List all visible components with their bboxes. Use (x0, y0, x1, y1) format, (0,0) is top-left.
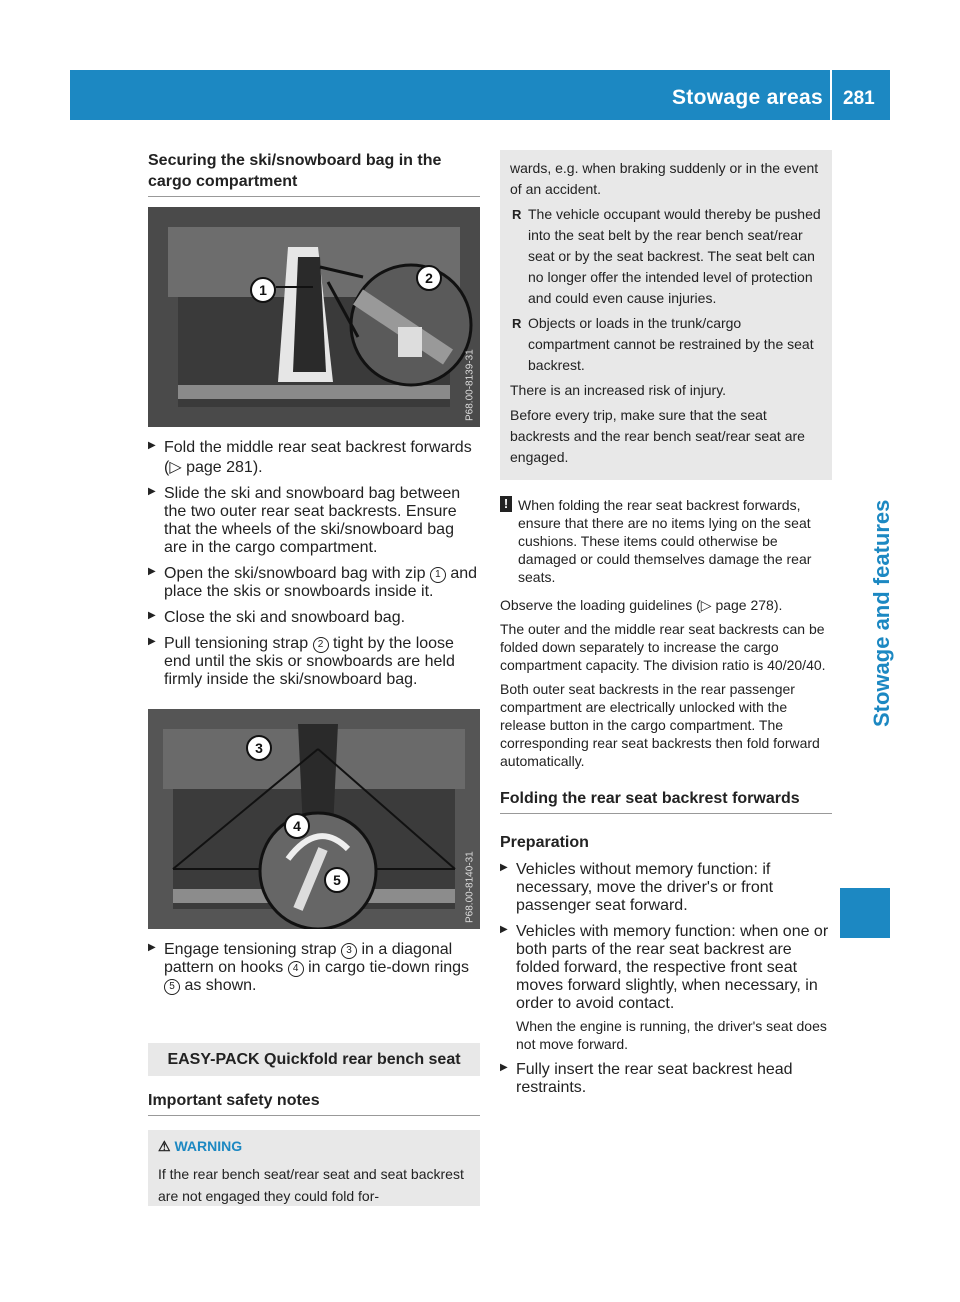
warning-header: ⚠ WARNING (158, 1138, 243, 1154)
step-fold-middle: ▶ Fold the middle rear seat backrest forwards (▷ page 281). (148, 439, 480, 477)
before-trip-text: Before every trip, make sure that the seat backrests and the rear bench seat/rear seat are engaged. (510, 407, 805, 465)
callout-2: 2 (416, 265, 442, 291)
photo-tie-down-strap (148, 709, 480, 929)
safety-notes-heading: Important safety notes (148, 1090, 480, 1116)
prep-step-1: ▶ Vehicles without memory function: if necessary, move the driver's or front passenger seat forward. (500, 861, 832, 915)
prep-step-2-note: When the engine is running, the driver's seat does not move forward. (516, 1018, 827, 1052)
callout-3: 3 (246, 735, 272, 761)
ref-5: 5 (164, 979, 180, 995)
side-tab-marker (840, 888, 890, 938)
right-column (500, 150, 832, 1105)
notice-icon: ! (500, 496, 512, 512)
risk-text: There is an increased risk of injury. (510, 382, 727, 398)
steps-list-1 (148, 439, 480, 689)
ref-3: 3 (341, 943, 357, 959)
step-engage-strap: ▶ Engage tensioning strap 3 in a diagonal pattern on hooks 4 in cargo tie-down rings 5 as shown. (148, 941, 480, 995)
notice-text: When folding the rear seat backrest forwards, ensure that there are no items lying on the seat cushions. These items could otherwise be damaged or could themselves damage the rear seats. (518, 497, 812, 585)
header-divider (830, 70, 832, 120)
ref-1: 1 (430, 567, 446, 583)
step-slide-bag: ▶ Slide the ski and snowboard bag between the two outer rear seat backrests. Ensure that the wheels of the ski/snowboard bag are in the cargo compartment. (148, 485, 480, 557)
ref-4: 4 (288, 961, 304, 977)
step-open-zip: ▶ Open the ski/snowboard bag with zip 1 and place the skis or snowboards inside it. (148, 565, 480, 601)
unlock-paragraph: Both outer seat backrests in the rear passenger compartment are electrically unlocked with the release button in the cargo compartment. The corresponding rear seat backrests then fold forward automatically. (500, 681, 820, 769)
photo-illustration (148, 207, 480, 427)
observe-text: Observe the loading guidelines (▷ page 278). (500, 597, 783, 613)
warning-text: If the rear bench seat/rear seat and seat backrest are not engaged they could fold for- (158, 1166, 464, 1204)
preparation-heading: Preparation (500, 834, 589, 851)
warning-triangle-icon: ⚠ (158, 1138, 171, 1154)
step-pull-strap: ▶ Pull tensioning strap 2 tight by the loose end until the skis or snowboards are held firmly inside the ski/snowboard bag. (148, 635, 480, 689)
easy-pack-title: EASY-PACK Quickfold rear bench seat (167, 1051, 461, 1068)
prep-step-3: ▶ Fully insert the rear seat backrest head restraints. (500, 1061, 832, 1097)
callout-5: 5 (324, 867, 350, 893)
section-title: Stowage areas (672, 86, 823, 109)
easy-pack-banner (148, 1043, 480, 1076)
left-column (148, 150, 480, 1206)
callout-1: 1 (250, 277, 276, 303)
image-code: P68.00-8139-31 (465, 349, 476, 421)
warning-bullet-1: R The vehicle occupant would thereby be pushed into the seat belt by the rear bench seat/rear seat or by the seat backrest. The seat belt can no longer offer the intended level of protection and could even cause injuries. (510, 204, 822, 309)
warning-continued-text: wards, e.g. when braking suddenly or in the event of an accident. (510, 160, 819, 197)
division-paragraph: The outer and the middle rear seat backrests can be folded down separately to increase the cargo compartment capacity. The division ratio is 40/20/40. (500, 621, 826, 673)
notice-block (500, 496, 832, 586)
page-number: 281 (843, 88, 875, 109)
folding-heading: Folding the rear seat backrest forwards (500, 788, 832, 814)
warning-box-continued (500, 150, 832, 480)
callout-4: 4 (284, 813, 310, 839)
steps-list-2 (148, 941, 480, 995)
warning-bullet-2: R Objects or loads in the trunk/cargo compartment cannot be restrained by the seat backrest. (510, 313, 822, 376)
photo-ski-bag-installed (148, 207, 480, 427)
image-code-2: P68.00-8140-31 (465, 851, 476, 923)
warning-box (148, 1130, 480, 1206)
photo-illustration-2 (148, 709, 480, 929)
section-heading-ski-bag: Securing the ski/snowboard bag in the cargo compartment (148, 150, 480, 197)
prep-step-2: ▶ Vehicles with memory function: when one or both parts of the rear seat backrest are folded forward, the respective front seat moves forward slightly, when necessary, in order to avoid contact. When the engine is running, the driver's seat does not move forward. (500, 923, 832, 1053)
side-tab-label: Stowage and features (869, 499, 894, 727)
ref-2: 2 (313, 637, 329, 653)
step-close-bag: ▶ Close the ski and snowboard bag. (148, 609, 480, 627)
